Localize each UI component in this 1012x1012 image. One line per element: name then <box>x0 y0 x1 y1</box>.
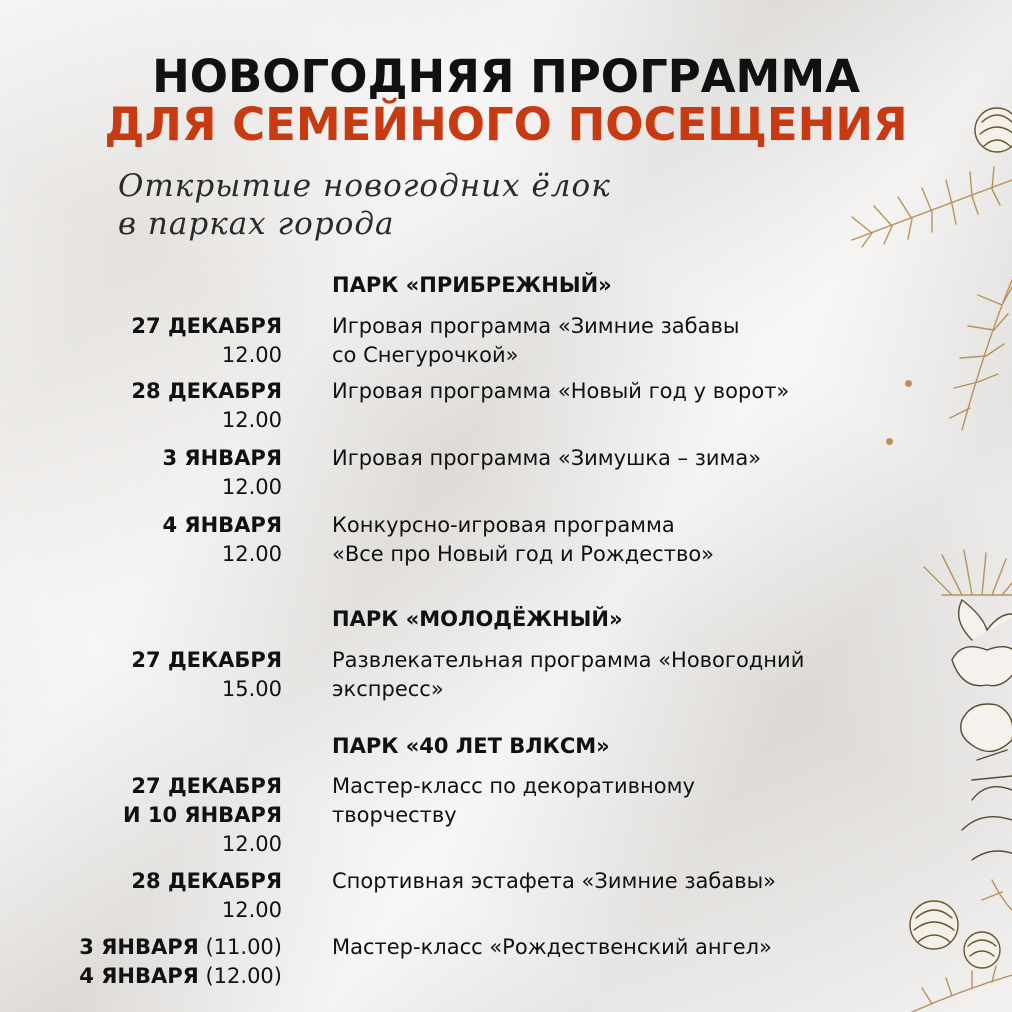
subtitle-line-2: в парках города <box>118 206 395 242</box>
event-date: 28 ДЕКАБРЯ 12.00 <box>131 869 282 922</box>
event-desc: Мастер-класс «Рождественский ангел» <box>332 935 772 959</box>
event-desc: Игровая программа «Зимние забавы со Снегурочкой» <box>332 314 740 367</box>
title-line-1: НОВОГОДНЯЯ ПРОГРАММА <box>152 50 860 103</box>
event-desc: Развлекательная программа «Новогодний экспресс» <box>332 648 805 701</box>
event-date: 3 ЯНВАРЯ (11.00) 4 ЯНВАРЯ (12.00) <box>79 935 282 988</box>
park-title: ПАРК «ПРИБРЕЖНЫЙ» <box>332 273 612 297</box>
event-desc: Мастер-класс по декоративному творчеству <box>332 774 695 827</box>
event-desc: Спортивная эстафета «Зимние забавы» <box>332 869 776 893</box>
event-desc: Конкурсно-игровая программа «Все про Новый год и Рождество» <box>332 513 715 566</box>
event-date: 27 ДЕКАБРЯ 15.00 <box>131 648 282 701</box>
event-desc: Игровая программа «Зимушка – зима» <box>332 446 762 470</box>
subtitle-line-1: Открытие новогодних ёлок <box>118 168 611 204</box>
park-title: ПАРК «40 ЛЕТ ВЛКСМ» <box>332 734 610 758</box>
event-date: 4 ЯНВАРЯ 12.00 <box>162 513 282 566</box>
event-desc: Игровая программа «Новый год у ворот» <box>332 379 790 403</box>
park-title: ПАРК «МОЛОДЁЖНЫЙ» <box>332 607 623 631</box>
event-date: 3 ЯНВАРЯ 12.00 <box>162 446 282 499</box>
event-date: 27 ДЕКАБРЯ 12.00 <box>131 314 282 367</box>
event-date: 28 ДЕКАБРЯ 12.00 <box>131 379 282 432</box>
event-date: 27 ДЕКАБРЯ И 10 ЯНВАРЯ 12.00 <box>123 774 282 856</box>
flower-icon <box>952 600 1012 860</box>
title-line-2: ДЛЯ СЕМЕЙНОГО ПОСЕЩЕНИЯ <box>104 98 908 151</box>
pine-branch-icon <box>812 0 1012 1012</box>
